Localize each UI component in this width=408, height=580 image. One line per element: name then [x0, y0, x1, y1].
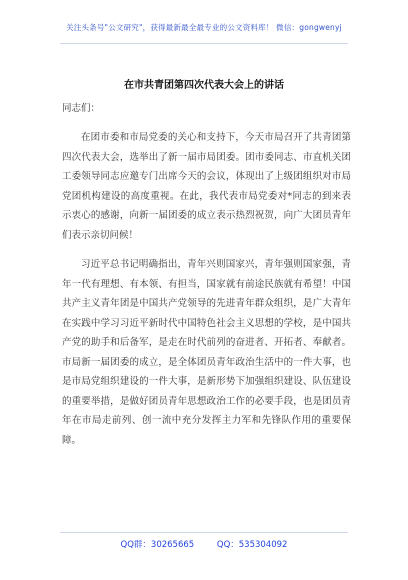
- paragraph: 在团市委和市局党委的关心和支持下，今天市局召开了共青团第四次代表大会，选举出了新一届市局团委。团市委同志、市直机关团工委领导同志应邀专门出席今天的会议，体现出了上级团组织对市局党团机构建设的高度重视。在此，我代表市局党委对*同志的到来表示衷心的感谢，向新一届团委的成立表示热烈祝贺，向广大团员青年们表示亲切问候！: [62, 132, 351, 241]
- qq-number: QQ：535304092: [216, 540, 288, 550]
- salutation: 同志们：: [62, 103, 101, 114]
- qq-group-number: QQ群：30265665: [120, 540, 195, 550]
- paragraph: 习近平总书记明确指出，青年兴则国家兴，青年强则国家强，青年一代有理想、有本领、有担当，国家就有前途民族就有希望！中国共产主义青年团是中国共产党领导的先进青年群众组织，是广大青年在实践中学习习近平新时代中国特色社会主义思想的学校，是中国共产党的助手和后备军，是走在时代前列的奋进者、开拓者、奉献者。市局新一届团委的成立，是全体团员青年政治生活中的一件大事，也是市局党组织建设的一件大事，是新形势下加强组织建设、队伍建设的重要举措，是做好团员青年思想政治工作的必要手段，也是团员青年在市局走前列、创一流中充分发挥主力军和先锋队作用的重要保障。: [62, 259, 351, 446]
- document-title: 在市共青团第四次代表大会上的讲话: [124, 80, 284, 91]
- header-banner: 关注头条号"公文研究"，获得最新最全最专业的公文资料库！ 微信：gongwenyj: [66, 23, 342, 32]
- header-divider: [60, 43, 348, 44]
- footer-contact: [0, 538, 408, 550]
- footer-divider: [60, 532, 348, 533]
- document-body: [62, 128, 351, 450]
